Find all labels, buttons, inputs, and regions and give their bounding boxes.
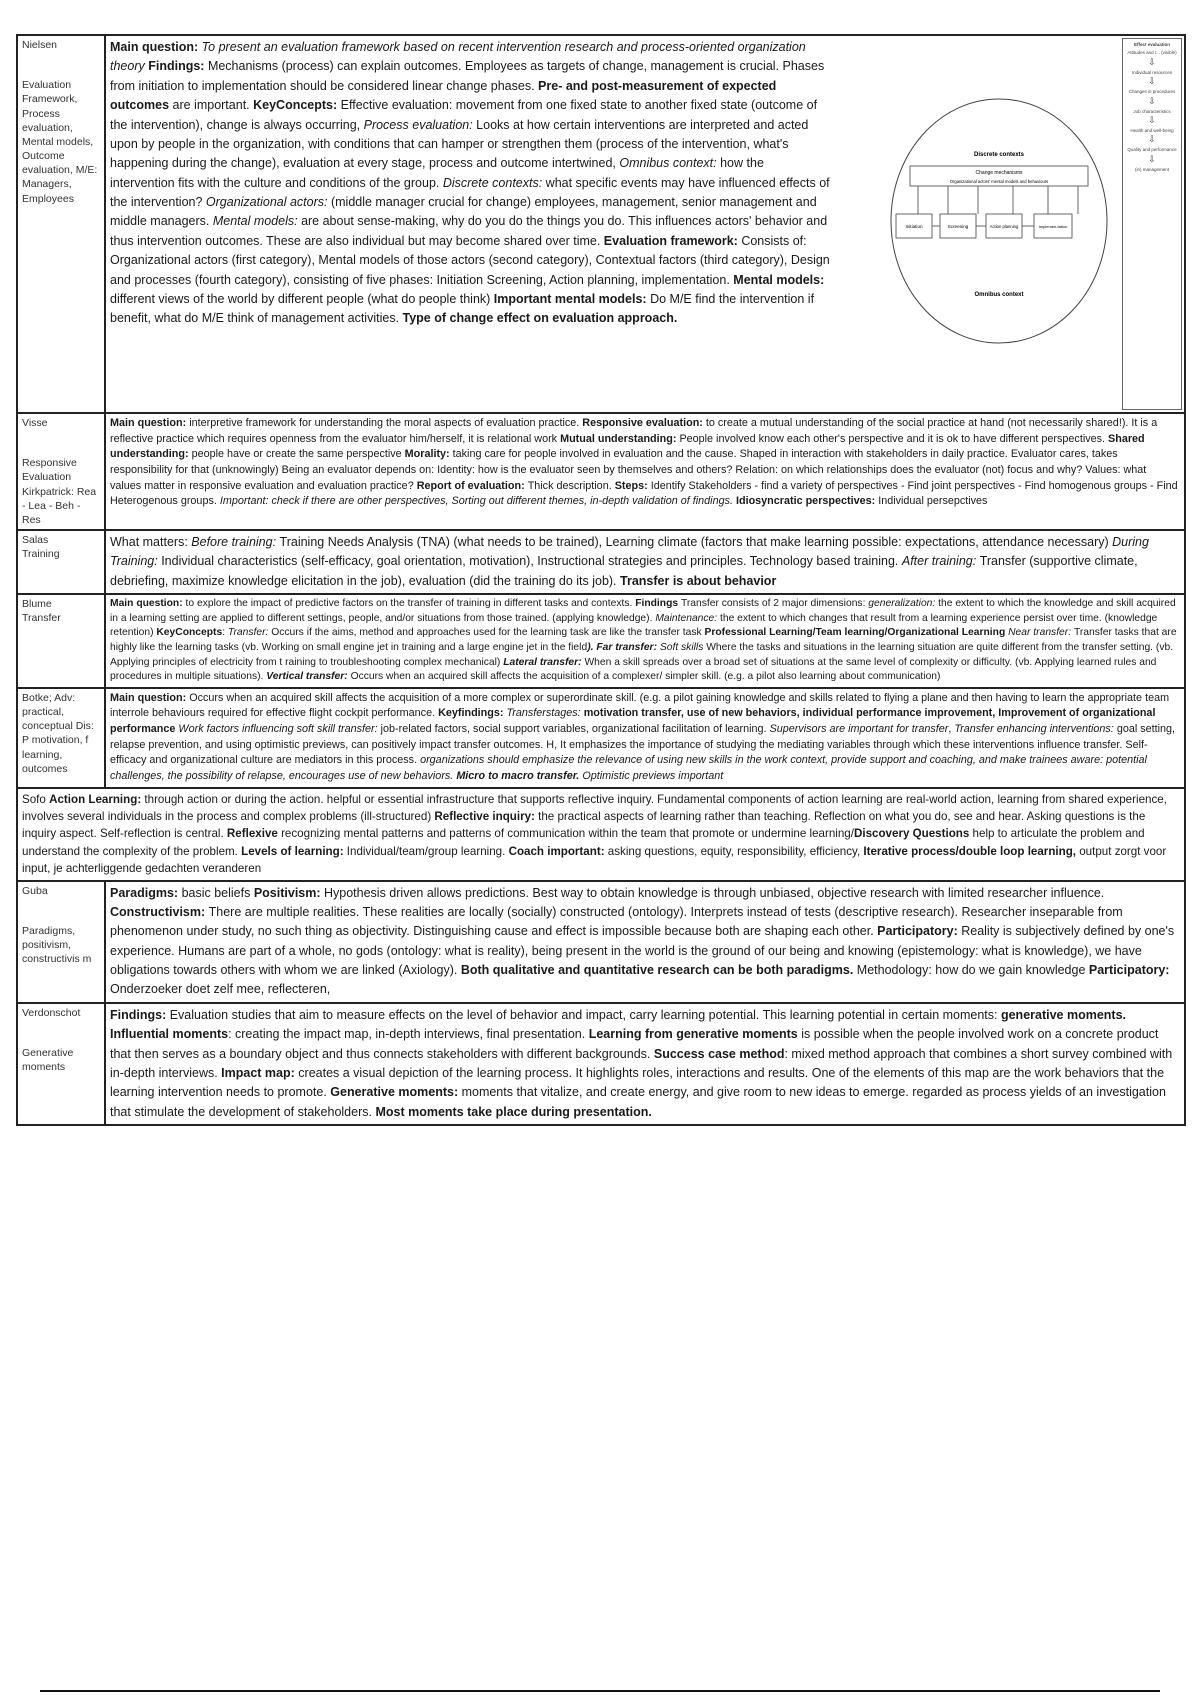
footer-rule [40, 1690, 1160, 1692]
key-term: Findings [635, 598, 681, 610]
key-term: Participatory: [1088, 963, 1170, 978]
summary-text [110, 597, 1180, 685]
key-term: Keyfindings: [438, 707, 507, 720]
text-run: Identify Stakeholders - find a variety of perspectives - Find joint perspectives - Find homogenous groups - Find Heterogenous groups. [110, 479, 1178, 508]
sidebar-item: (in) management [1134, 166, 1170, 172]
row-content [105, 1003, 1185, 1125]
text-run: Methodology: how do we gain knowledge [856, 963, 1089, 978]
text-run: Do M/E find the intervention if benefit, what do M/E think of management activities. [110, 291, 815, 326]
text-run: goal setting, relapse prevention, and using optimistic previews, can positively impact transfer outcomes. H, It emphasizes the importance of studying the mediating variables through which these interventions influence transfer. Self-efficacy and organizational culture are mediators in this process. [110, 723, 1176, 767]
key-term: Discovery Questions [853, 827, 973, 841]
row-content [105, 881, 1185, 1003]
author-label: Blume [22, 598, 52, 611]
row-content [105, 688, 1185, 788]
row-label [17, 413, 105, 530]
row-blume [17, 594, 1185, 688]
text-run: Transfer enhancing interventions: [954, 723, 1117, 736]
text-run: Omnibus context: [619, 156, 721, 171]
step-screening: Screening [947, 224, 969, 229]
summary-text [110, 1006, 1180, 1122]
text-run: Sofo [22, 792, 50, 806]
row-label [17, 594, 105, 688]
author-label: Verdonschot [22, 1006, 81, 1019]
key-term: Transfer is about behavior [620, 573, 777, 588]
text-run: Looks at how certain interventions are interpreted and acted upon by people in the organization, with conditions that can hamper or strengthen them (process of the intervention, what's happening during the change), evaluation at every stage, process and outcome intertwined, [110, 117, 809, 171]
text-run: There are multiple realities. These realities are locally (socially) constructed (ontology). Interprets instead of tests (descriptive research). Researcher inseparable from phenomenon under study, no such thing as objectivity. Distinguishing cause and effect is impossible because both are shaping each other. [110, 904, 1123, 939]
text-run: Transfer consists of 2 major dimensions: [680, 598, 869, 610]
text-run: Thick description. [527, 479, 615, 492]
text-run: Hypothesis driven allows predictions. Best way to obtain knowledge is through unbiased, objective research with limited researcher influence. [324, 885, 1105, 900]
key-term: Important mental models: [493, 291, 651, 306]
arrow-down-icon: ⇩ [1148, 114, 1156, 125]
text-run: are important. [172, 98, 254, 113]
text-run: asking questions, equity, responsibility, efficiency, [607, 844, 864, 858]
row-verdonschot [17, 1003, 1185, 1125]
text-run: what specific events may have influenced effects of the intervention? [110, 175, 830, 209]
topic-tags: Transfer [22, 612, 61, 625]
text-run: : mixed method approach that combines a short survey combined with in-depth interviews. [110, 1046, 1173, 1080]
text-run: Individual/team/group learning. [346, 844, 509, 858]
key-term: Iterative process/double loop learning, [863, 844, 1080, 858]
key-term: Positivism: [253, 885, 324, 900]
key-term: Lateral transfer: [503, 656, 585, 668]
key-term: Responsive evaluation: [582, 417, 706, 429]
key-term: Reflexive [226, 827, 282, 841]
text-run: Transfer (supportive climate, debriefing, maximize knowledge elicitation in the job), evaluation (did the training do its job). [110, 554, 1138, 588]
row-label [17, 530, 105, 594]
text-run: to explore the impact of predictive factors on the transfer of training in different tasks and contexts. [185, 598, 636, 610]
row-content [17, 788, 1185, 881]
summary-text [110, 884, 1180, 1000]
text-run: During Training: [110, 535, 1149, 569]
text-run: to create a mutual understanding of the social practice at hand (not necessarily shared!). It is a reflective practice which requires openness from the evaluator him/herself, it is relational work [110, 417, 1158, 445]
text-run: recognizing mental patterns and patterns of communication within the team that promote or undermine learning/ [281, 827, 854, 841]
text-run: moments that vitalize, and create energy, and give room to new ideas to emerge. regarded as process yields of an investigation that stimulate the development of stakeholders. [110, 1085, 1166, 1119]
actors-label: Organizational actors' mental models and behaviours [949, 179, 1049, 184]
sidebar-item: Individual resources [1131, 69, 1173, 75]
sidebar-item: Effect evaluation [1133, 42, 1170, 47]
key-term: ). Far transfer: [587, 641, 660, 653]
text-run: through action or during the action. helpful or essential infrastructure that supports reflective inquiry. Fundamental components of action learning are real-world action, learning from shared experience, involves several individuals in the process and complex problems (ill-structured) [22, 792, 1167, 824]
sidebar-item: Attitudes and r... (visible) [1127, 50, 1177, 56]
summary-text [110, 416, 1180, 510]
arrow-down-icon: ⇩ [1148, 95, 1156, 106]
summary-table [16, 34, 1186, 1126]
key-term: Type of change effect on evaluation approach. [402, 311, 678, 326]
text-run: Occurs when an acquired skill affects the acquisition of a complexer/ simpler skill. (e.g. a pilot also learning about communication) [350, 671, 941, 683]
row-label [17, 688, 105, 788]
key-term: KeyConcepts: [253, 98, 341, 113]
text-run: Maintenance: [655, 612, 720, 624]
text-run: Evaluation studies that aim to measure effects on the level of behavior and impact, carry learning potential. This learning potential in certain moments: [169, 1007, 1001, 1022]
arrow-down-icon: ⇩ [1148, 153, 1156, 164]
author-label: Nielsen [22, 39, 58, 51]
effect-evaluation-sidebar [1122, 38, 1182, 410]
key-term: KeyConcepts [156, 627, 223, 639]
text-run: Important: check if there are other perspectives, Sorting out different themes, in-depth validation of findings. [219, 495, 736, 508]
text-run: Discrete contexts: [442, 175, 546, 190]
omnibus-context-label: Omnibus context [974, 292, 1024, 298]
key-term: Paradigms: [110, 885, 182, 900]
key-term: Main question: [110, 598, 186, 610]
sidebar-item: Health and well-being [1130, 127, 1174, 133]
key-term: Mutual understanding: [560, 432, 680, 445]
text-run: taking care for people involved in evaluation and the cause. Shaped in interaction with stakeholders in daily practice. Evaluator cares, takes responsibility for that (unknowingly) Being an evaluator depends on: Identity: how is the evaluator seen by themselves and others? Relation: on which relationships does the evaluator (not) focus and why? Values: what values matter in responsive evaluation and evaluation practice? [110, 448, 1147, 492]
text-run: : [222, 627, 228, 639]
key-term: Participatory: [877, 924, 962, 939]
text-run: how the intervention fits with the culture and conditions of the group. [110, 156, 764, 190]
key-term: Shared understanding: [110, 432, 1145, 461]
text-run: the extent to which the knowledge and skill acquired in a learning setting are applied to different settings, people, and/or situations from those trained. (applying knowledge). [110, 598, 1176, 624]
text-run: Occurs if the aims, method and approaches used for the learning task are like the transfer task [271, 627, 705, 639]
key-term: Steps: [614, 479, 651, 492]
text-run: Effective evaluation: movement from one fixed state to another fixed state (outcome of the intervention), change is always occurring, [110, 98, 818, 132]
author-label: Visse [22, 417, 48, 429]
topic-tags: Evaluation Framework, Process evaluation, Mental models, Outcome evaluation, M/E: Managers, Employees [22, 79, 98, 205]
row-label [17, 881, 105, 1003]
text-run: the practical aspects of learning rather than teaching. Reflection on what you do, see and hear. Asking questions is the inquiry aspect. Self-reflection is central. [22, 810, 1146, 841]
step-action-planning: Action planning [989, 224, 1019, 229]
sidebar-item: Job characteristics [1133, 108, 1171, 114]
text-run: Training Needs Analysis (TNA) (what needs to be trained), Learning climate (factors that make learning possible: expectations, attendance necessary) [279, 535, 1113, 550]
key-term: Generative moments: [330, 1085, 462, 1100]
text-run: people have or create the same perspective [191, 448, 405, 461]
text-run: Occurs when an acquired skill affects the acquisition of a more complex or superordinate skill. (e.g. a pilot gaining knowledge and skills related to flying a plane and then having to learn the appropriate team interrole behaviours required for effective flight cockpit performance. [110, 691, 1170, 720]
sidebar-item: Quality and performance [1127, 147, 1177, 153]
text-run: creates a visual depiction of the learning process. It highlights roles, interactions and results. One of the elements of this map are the work behaviors that the learning intervention needs to promote. [110, 1065, 1165, 1100]
text-run: is possible when the people involved work on a concrete product that then serves as a boundary object and thus connects stakeholders with different backgrounds. [110, 1027, 1159, 1061]
key-term: Main question: [110, 691, 190, 704]
text-run: Process evaluation: [363, 117, 477, 132]
text-run: Reality is subjectively defined by one's experience. Humans are part of a whole, no gods (ontology: what is reality), being present in the world is the ground of our being and knowing (epistemology: what is knowledge), we have obligations towards others with whom we are linked (Axiology). [110, 924, 1175, 978]
key-term: Success case method [653, 1046, 785, 1061]
text-run: Before training: [191, 535, 280, 550]
key-term: Main question: [110, 40, 202, 54]
mechanisms-label: Change mechanisms [975, 170, 1023, 176]
key-term: Levels of learning: [241, 844, 347, 858]
topic-tags: Paradigms, positivism, constructivis m [22, 924, 92, 966]
text-run: are about sense-making, why do you do the things you do. This influences actors' behavior and thus intervention outcomes. These are also individual but may become shared over time. [110, 214, 828, 248]
key-term: Both qualitative and quantitative research can be both paradigms. [460, 963, 857, 978]
text-run: Supervisors are important for transfer [769, 723, 949, 736]
summary-text [22, 791, 1180, 878]
text-run: To present an evaluation framework based on recent intervention research and process-oriented organization theory [110, 40, 806, 74]
text-run: Mental models: [212, 214, 302, 229]
row-label [17, 35, 105, 413]
text-run: job-related factors, social support variables, organizational facilitation of learning. [380, 723, 770, 736]
key-term: Findings: [148, 59, 208, 74]
text-run: organizations should emphasize the relevance of using new skills in the work context, provide support and coaching, and make trainees aware: potential challenges, the possibility of relapse, encourages use of new behaviors. [110, 754, 1147, 783]
text-run: , [948, 723, 955, 736]
row-content [105, 413, 1185, 530]
key-term: Most moments take place during presentation. [375, 1104, 652, 1119]
key-term: Main question: [110, 417, 190, 429]
summary-text [110, 38, 830, 329]
summary-text [110, 691, 1180, 785]
author-label: Guba [22, 884, 48, 897]
text-run: Onderzoeker doet zelf mee, reflecteren, [110, 982, 331, 997]
row-label [17, 1003, 105, 1125]
row-visse [17, 413, 1185, 530]
key-term: motivation transfer, use of new behaviors, individual performance improvement, Improvement of organizational performance [110, 707, 1156, 736]
arrow-down-icon: ⇩ [1148, 76, 1156, 87]
key-term: Evaluation framework: [603, 233, 742, 248]
text-run: Where the tasks and situations in the learning situation are quite different from the transfer setting. (vb. Applying principles of electricity from t raining to troubleshooting complex mechanical) [110, 641, 1174, 668]
key-term: Learning from generative moments [588, 1027, 802, 1042]
text-run: Transfer: [227, 627, 272, 639]
text-run: (middle manager crucial for change) employees, management, senior management and middle managers. [110, 195, 817, 229]
row-content [105, 530, 1185, 594]
key-term: Reflective inquiry: [434, 810, 539, 824]
key-term: Micro to macro transfer. [456, 770, 583, 783]
row-guba [17, 881, 1185, 1003]
row-content [105, 35, 1185, 413]
row-botke [17, 688, 1185, 788]
text-run: different views of the world by different people (what do people think) [110, 291, 494, 306]
row-nielsen [17, 35, 1185, 413]
key-term: Influential moments [110, 1027, 229, 1042]
text-run: What matters: [110, 535, 192, 550]
text-run: : creating the impact map, in-depth interviews, final presentation. [228, 1027, 589, 1042]
row-salas [17, 530, 1185, 594]
text-run: Work factors influencing soft skill transfer: [178, 723, 381, 736]
arrow-down-icon: ⇩ [1148, 56, 1156, 67]
discrete-contexts-label: Discrete contexts [973, 152, 1025, 158]
key-term: Findings: [110, 1007, 170, 1022]
text-run: Near transfer: [1008, 627, 1074, 639]
text-run: Mechanisms (process) can explain outcomes. Employees as targets of change, management is crucial. Phases from initiation to implementation should be considered linear change phases. [110, 59, 825, 93]
text-run: output zorgt voor input, je achterliggende gedachten veranderen [22, 844, 1167, 876]
text-run: generalization: [868, 598, 939, 610]
evaluation-framework-diagram [888, 96, 1110, 346]
key-term: Impact map: [221, 1065, 299, 1080]
key-term: Pre- and post-measurement of expected outcomes [110, 78, 777, 113]
row-content [105, 594, 1185, 688]
author-label: Salas [22, 534, 49, 547]
text-run: interpretive framework for understanding the moral aspects of evaluation practice. [189, 417, 583, 429]
key-term: Coach important: [508, 844, 608, 858]
step-initiation: Initiation [905, 224, 923, 229]
key-term: Constructivism: [110, 904, 209, 919]
text-run: Consists of: Organizational actors (first category), Mental models of those actors (second category), Contextual factors (third category), Design and processes (fourth category), consisting of five phases: Initiation Screening, Action planning, implementation. [110, 233, 830, 287]
text-run: basic beliefs [181, 885, 254, 900]
text-run: Individual persepctives [878, 495, 988, 508]
arrow-down-icon: ⇩ [1148, 134, 1156, 145]
key-term: Professional Learning/Team learning/Organizational Learning [704, 627, 1009, 639]
text-run: When a skill spreads over a broad set of situations at the same level of complexity or difficulty. (vb. Applying learned rules and procedures in multiple situations). [110, 656, 1157, 683]
text-run: Transfer tasks that are highly like the learning tasks (vb. Working on small engine jet in training and a large engine jet in the field [110, 627, 1177, 653]
text-run: Transferstages: [506, 707, 584, 720]
key-term: Mental models: [733, 272, 825, 287]
text-run: the extent to which changes that result from a learning experience persist over time. (knowledge retention) [110, 612, 1158, 639]
key-term: Report of evaluation: [416, 479, 528, 492]
topic-tags: Generative moments [22, 1047, 74, 1074]
key-term: generative moments. [1000, 1007, 1127, 1022]
key-term: Action Learning: [49, 792, 145, 806]
author-label: Botke; Adv: practical, conceptual Dis: P motivation, f learning, outcomes [22, 691, 94, 775]
key-term: Idiosyncratic perspectives: [735, 495, 879, 508]
text-run: help to articulate the problem and understand the complexity of the problem. [22, 827, 1145, 858]
step-implementation: Implemen-tation [1038, 224, 1068, 229]
key-term: Morality: [404, 448, 453, 461]
text-run: After training: [901, 554, 980, 569]
row-sofo [17, 788, 1185, 881]
summary-text [110, 533, 1180, 591]
sidebar-item: Changes in procedures [1128, 89, 1176, 95]
text-run: Individual characteristics (self-efficacy, goal orientation, motivation), Instructional strategies and principles. Technology based training. [161, 554, 902, 569]
text-run: Organizational actors: [205, 195, 331, 209]
text-run: Optimistic previews important [582, 770, 724, 783]
text-run: People involved know each other's perspective and it is ok to have different perspectives. [679, 432, 1109, 445]
text-run: Soft skills [659, 641, 707, 653]
topic-tags: Training [22, 548, 60, 561]
topic-tags: Responsive Evaluation Kirkpatrick: Rea - Lea - Beh - Res [22, 457, 97, 526]
key-term: Vertical transfer: [266, 671, 351, 683]
